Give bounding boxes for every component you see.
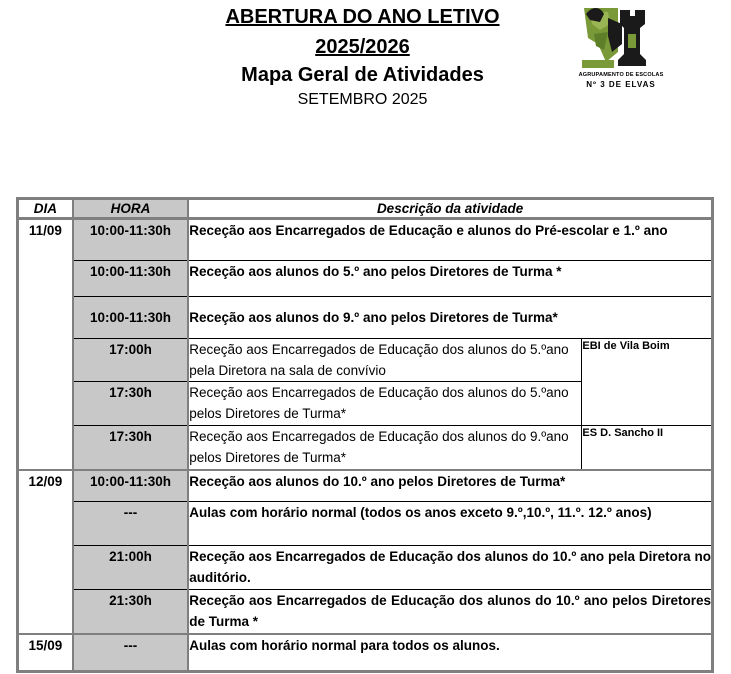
- description-cell: Receção aos Encarregados de Educação dos alunos do 9.ºano pelos Diretores de Turma*: [188, 426, 582, 470]
- table-row: [18, 297, 713, 339]
- header-description: Descrição da atividade: [188, 199, 712, 219]
- description-cell: Aulas com horário normal para todos os alunos.: [188, 634, 712, 672]
- location-cell: ES D. Sancho II: [582, 426, 713, 470]
- description-cell: Receção aos Encarregados de Educação e alunos do Pré-escolar e 1.º ano: [189, 223, 668, 238]
- title-line-2: 2025/2026: [315, 36, 410, 58]
- table-row: [18, 426, 713, 470]
- day-cell: 15/09: [18, 634, 73, 672]
- table-row: [18, 470, 713, 502]
- description-cell: Receção aos alunos do 10.º ano pelos Diretores de Turma*: [188, 470, 712, 502]
- hour-cell: 10:00-11:30h: [73, 470, 188, 502]
- description-cell: Receção aos Encarregados de Educação dos alunos do 5.ºano pelos Diretores de Turma*: [188, 382, 582, 426]
- description-cell: Receção aos Encarregados de Educação dos alunos do 5.ºano pela Diretora na sala de convívio: [188, 339, 582, 382]
- description-cell: Receção aos alunos do 9.º ano pelos Diretores de Turma*: [188, 297, 712, 339]
- month-label: SETEMBRO 2025: [297, 91, 428, 108]
- subtitle: Mapa Geral de Atividades: [241, 64, 484, 86]
- table-row: [18, 502, 713, 546]
- table-row: [18, 339, 713, 382]
- day-cell: 11/09: [18, 219, 73, 470]
- school-logo: [578, 4, 664, 92]
- hour-cell: 21:30h: [73, 590, 188, 634]
- hour-cell: 21:00h: [73, 546, 188, 590]
- hour-cell: 10:00-11:30h: [73, 297, 188, 339]
- hour-cell: ---: [73, 502, 188, 546]
- table-row: [18, 590, 713, 634]
- hour-cell: 17:00h: [73, 339, 188, 382]
- table-row: [18, 546, 713, 590]
- hour-cell: 10:00-11:30h: [73, 219, 188, 261]
- title-line-1: ABERTURA DO ANO LETIVO: [225, 6, 500, 28]
- hour-cell: 17:30h: [73, 382, 188, 426]
- hour-cell: 10:00-11:30h: [73, 261, 188, 297]
- description-cell: Receção aos Encarregados de Educação dos alunos do 10.º ano pelos Diretores de Turma *: [188, 590, 712, 634]
- table-header-row: [18, 199, 713, 219]
- logo-emblem-icon: [578, 4, 664, 72]
- logo-text-line-1: AGRUPAMENTO DE ESCOLAS: [578, 72, 664, 78]
- description-cell: Receção aos Encarregados de Educação dos alunos do 10.º ano pela Diretora no auditório.: [188, 546, 712, 590]
- logo-text-line-2: Nº 3 DE ELVAS: [586, 80, 656, 89]
- location-cell: EBI de Vila Boim: [582, 339, 713, 426]
- hour-cell: ---: [73, 634, 188, 672]
- table-row: [18, 634, 713, 672]
- header-day: DIA: [18, 199, 73, 219]
- description-cell: Aulas com horário normal (todos os anos exceto 9.º,10.º, 11.º. 12.º anos): [188, 502, 712, 546]
- description-cell: Receção aos alunos do 5.º ano pelos Diretores de Turma *: [188, 261, 712, 297]
- table-row: [18, 261, 713, 297]
- hour-cell: 17:30h: [73, 426, 188, 470]
- activities-table: [16, 197, 714, 673]
- table-row: [18, 219, 713, 261]
- day-cell: 12/09: [18, 470, 73, 634]
- header-hour: HORA: [73, 199, 188, 219]
